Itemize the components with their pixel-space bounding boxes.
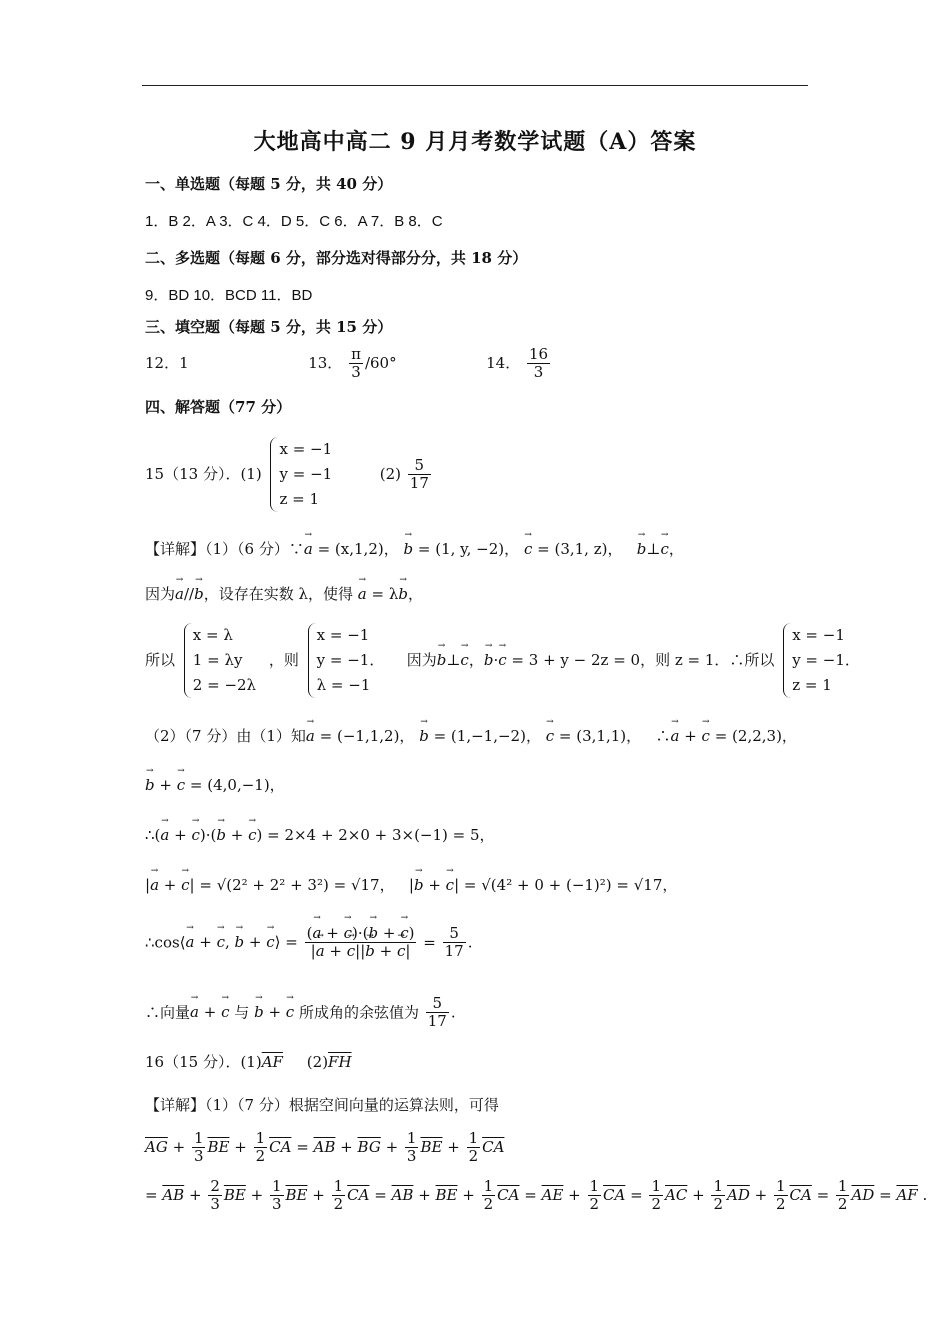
q15-part2-line-1: （2）（7 分）由（1）知→ a = (−1,1,2)， → b = (1,−1,−2)， → c = (3,1,1)， ∴→ a + → c = (2,2,3)， — [145, 729, 797, 744]
document-title: 大地高中高二 9 月月考数学试题（A）答案 — [253, 129, 697, 155]
q15-answer — [145, 437, 433, 512]
section-4-heading: 四、解答题（77 分） — [145, 398, 292, 416]
answer-13-fraction: $\frac{\pi}{3}$ — [351, 345, 361, 382]
q15-detail-2: 因为→ a//→ b，设存在实数 λ，使得 → a = λ→ b， — [145, 587, 423, 602]
q15-system: x = −1 y = −1 z = 1 — [270, 437, 336, 512]
section-2-heading: 二、多选题（每题 6 分，部分选对得部分分，共 18 分） — [145, 249, 528, 267]
q15-label: 15（13 分）．(1) — [145, 465, 262, 483]
answer-12: 12．1 — [145, 353, 189, 372]
q15-cos-result: $\frac{5}{17}$ — [444, 924, 464, 961]
q15-part2-line-2: → b + → c = (4,0,−1)， — [145, 778, 285, 793]
answer-13-label: 13． — [308, 353, 343, 372]
q15-system-3: x = −1 y = −1． z = 1 — [783, 623, 864, 698]
q15-part2-fraction: $\frac{5}{17}$ — [409, 455, 429, 492]
section-1-heading: 一、单选题（每题 5 分，共 40 分） — [145, 175, 393, 193]
section-2-answers: 9．BD 10．BCD 11．BD — [145, 287, 313, 304]
answer-14-label: 14． — [486, 353, 521, 372]
q16-detail-head: 【详解】（1）（7 分）根据空间向量的运算法则，可得 — [145, 1096, 499, 1114]
q15-part2-label: (2) — [379, 465, 401, 483]
q15-conclusion: ∴向量→ a + → c 与 → b + → c 所成角的余弦值为 $\frac{5}{17}$ . — [145, 995, 456, 1031]
q15-cos-fraction: $\frac{(\to a + \to c)\cdot(\to b + \to c)}{|\to a + \to c||\to b + \to c|}$ — [305, 925, 417, 961]
header-rule — [142, 85, 808, 86]
q15-system-1: x = λ 1 = λy 2 = −2λ — [184, 623, 260, 698]
answer-13-degree: /60° — [364, 353, 397, 372]
q16-derivation-2: = $\overline{AB}$ + $\frac{2}{3}$ $\overline{BE}$ + $\frac{1}{3}$ $\overline{BE}$ + $\frac{1}{2}$ $\overline{CA} = \overline{AB} + \overline{BE}$ + $\frac{1}{2}$ $\overline{CA} = \overline{AE}$ + $\frac{1}{2}$ $\overline{CA}$ = $\frac{1}{2}$ $\overline{AC}$ + $\frac{1}{2}$ $\overline{AD}$ + $\frac{1}{2}$ $\overline{CA}$ = $\frac{1}{2}$ $\overline{AD} = \overline{AF}$ . — [145, 1177, 928, 1214]
section-3-answers — [145, 346, 552, 382]
answer-14-fraction: $\frac{16}{3}$ — [529, 345, 549, 382]
q15-system-2: x = −1 y = −1． λ = −1 — [308, 623, 389, 698]
q15-detail-3: 所以 x = λ 1 = λy 2 = −2λ ，则 x = −1 y = −1． λ = −1 因为→ b⊥→ c，→ b·→ c = 3 + y − 2z = 0，则 z = 1．∴所以 x = −1 y = −1． z = 1 — [145, 623, 868, 698]
section-1-answers: 1．B 2．A 3．C 4．D 5．C 6．A 7．B 8．C — [145, 213, 443, 230]
q15-conclusion-fraction: $\frac{5}{17}$ — [427, 994, 447, 1031]
q16-answer: 16（15 分）．$(1)\overline{AF}$ $(2)\overline{FH}$ — [145, 1053, 352, 1071]
q16-derivation-1: $\overline{AG}$ + $\frac{1}{3}$ $\overline{BE}$ + $\frac{1}{2}$ $\overline{CA} = \overline{AB} + \overline{BG}$ + $\frac{1}{3}$ $\overline{BE}$ + $\frac{1}{2}$ $\overline{CA}$ — [145, 1129, 505, 1166]
q15-part2-line-4: |→ a + → c| = √(2² + 2² + 3²) = √17， |→ b + → c| = √(4² + 0 + (−1)²) = √17， — [145, 878, 677, 893]
q15-part2-line-3: ∴(→ a + → c)·(→ b + → c) = 2×4 + 2×0 + 3×(−1) = 5， — [145, 828, 495, 843]
section-3-heading: 三、填空题（每题 5 分，共 15 分） — [145, 318, 393, 336]
q15-detail-1: 【详解】（1）（6 分）∵→ a = (x,1,2)， → b = (1, y, −2)， → c = (3,1, z)， → b⊥→ c， — [145, 542, 684, 557]
q15-part2-line-5: ∴cos⟨→ a + → c, → b + → c⟩ = $\frac{(\to a + \to c)\cdot(\to b + \to c)}{|\to a + \to c||\to b + \to c|}$ = $\frac{5}{17}$ . — [145, 925, 472, 961]
